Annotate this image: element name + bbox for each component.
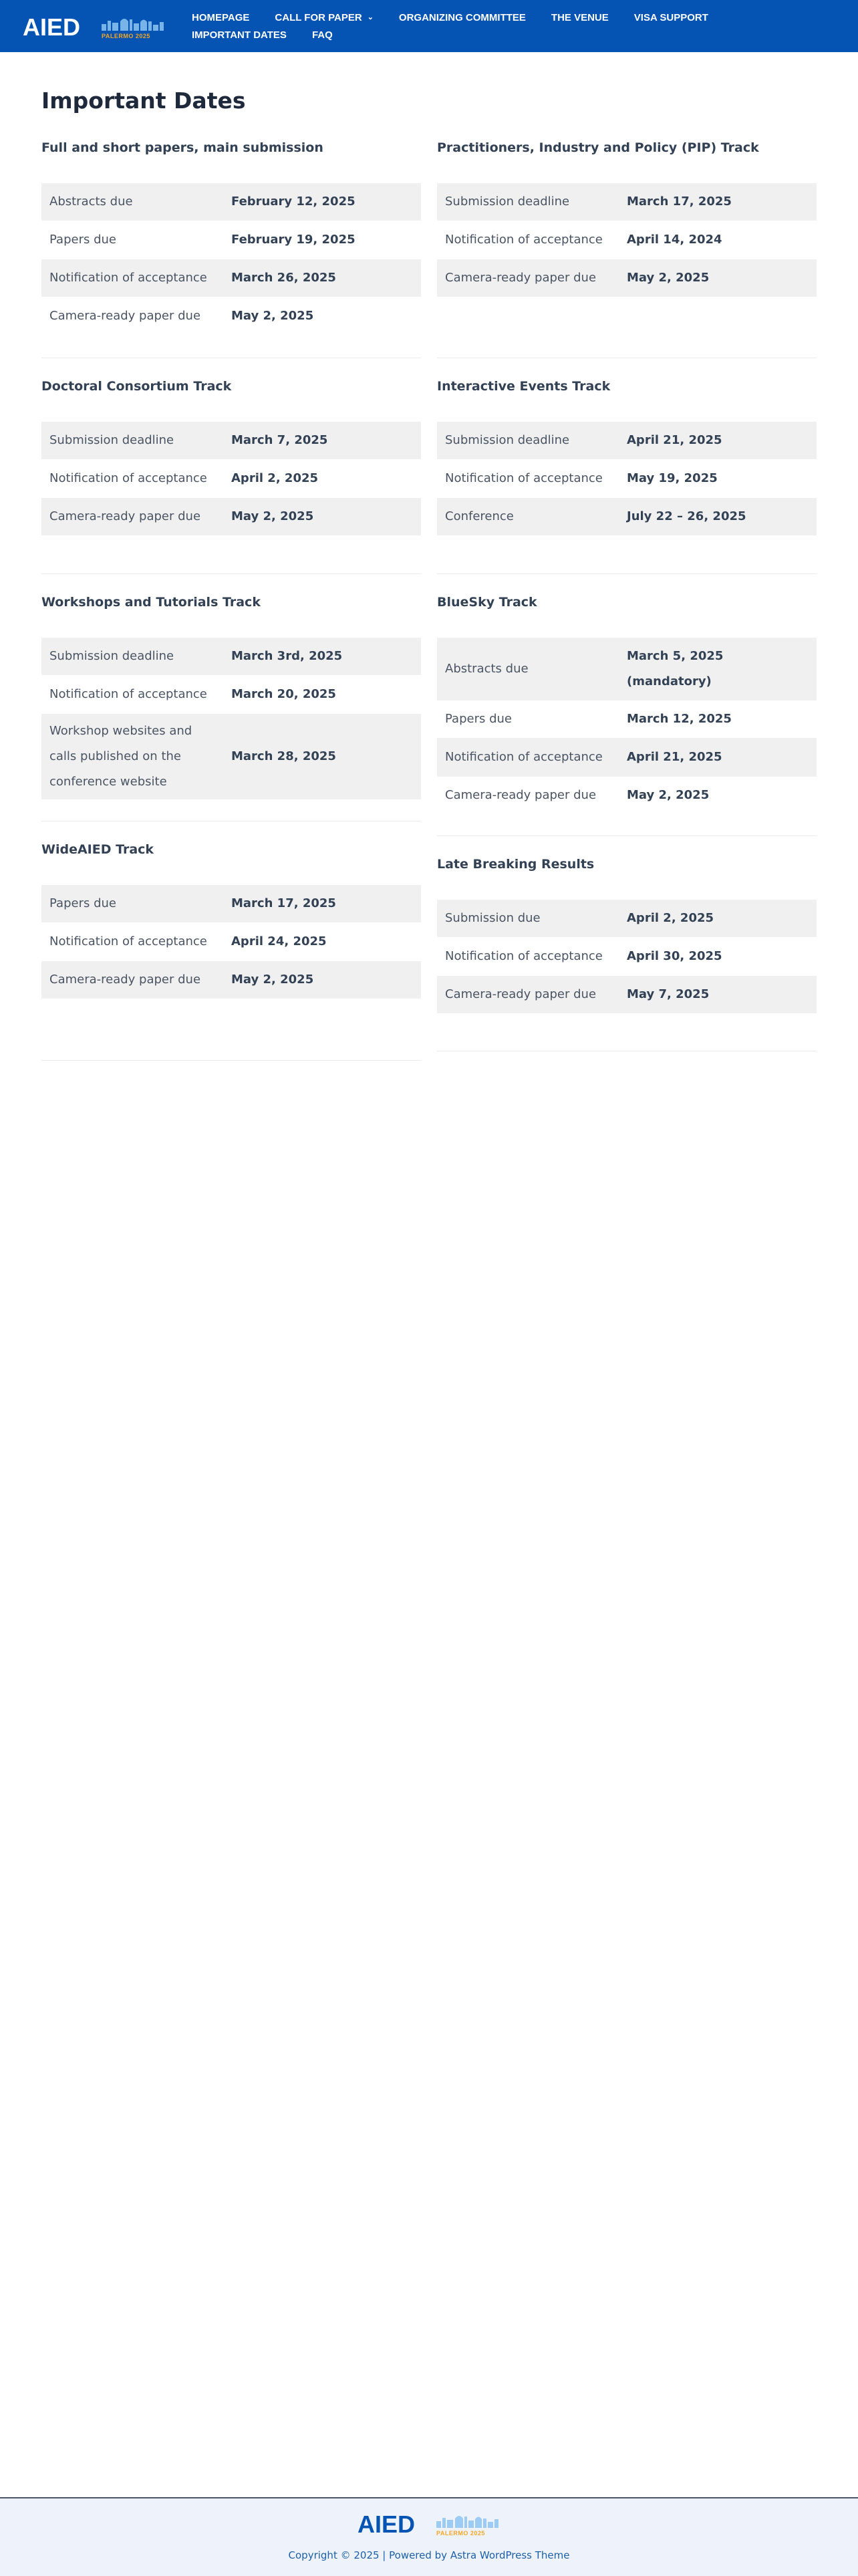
nav-organizing-committee[interactable] [399,9,526,27]
copyright-text: Copyright © 2025 | Powered by [288,2549,450,2561]
table-row [437,777,817,814]
dates-table [41,422,421,535]
row-value: April 21, 2025 [627,750,722,764]
row-value: March 3rd, 2025 [231,649,343,663]
section-title: Practitioners, Industry and Policy (PIP) Track [437,140,759,155]
section-title: BlueSky Track [437,595,537,610]
main-nav [192,9,833,44]
table-row [41,259,421,297]
svg-text:AIED: AIED [23,13,81,40]
row-value: May 2, 2025 [627,271,710,285]
row-value: March 12, 2025 [627,712,732,726]
section-doctoral-consortium [41,378,421,523]
row-value: March 7, 2025 [231,433,328,447]
table-row [437,638,817,700]
row-label: Notification of acceptance [445,750,603,764]
section-divider [437,573,817,574]
row-label: Camera-ready paper due [445,788,597,802]
site-header [0,0,858,52]
dates-table [41,885,421,999]
row-label: Camera-ready paper due [49,973,201,987]
nav-homepage[interactable] [192,9,249,27]
table-row [437,700,817,738]
svg-text:AIED: AIED [358,2510,416,2537]
astra-theme-link[interactable]: Astra WordPress Theme [450,2549,570,2561]
table-row [41,714,421,799]
section-workshops-tutorials [41,594,421,789]
table-row [437,459,817,498]
table-row [437,738,817,777]
nav-homepage-label: HOMEPAGE [192,12,250,23]
section-divider [437,835,817,836]
row-label: Camera-ready paper due [49,309,201,323]
section-pip-track [437,139,817,285]
row-value: May 2, 2025 [231,973,314,987]
row-label: Camera-ready paper due [49,509,201,523]
row-value: April 24, 2025 [231,934,327,948]
row-value: April 30, 2025 [627,949,722,963]
section-interactive-events [437,378,817,523]
row-value: April 21, 2025 [627,433,722,447]
aied-footer-logo-graphic [358,2510,500,2537]
table-row [41,675,421,714]
dates-table [437,183,817,297]
row-label: Conference [445,509,514,523]
table-row [41,183,421,221]
svg-text:PALERMO 2025: PALERMO 2025 [102,33,150,39]
section-main-submission [41,139,421,323]
aied-logo-graphic [23,13,167,40]
table-row [41,422,421,459]
nav-call-for-paper-label: CALL FOR PAPER [275,12,362,23]
row-value: April 14, 2024 [627,233,722,247]
row-value: May 7, 2025 [627,987,710,1001]
section-title: WideAIED Track [41,842,154,857]
nav-faq-label: FAQ [311,29,333,41]
section-title: Workshops and Tutorials Track [41,595,261,610]
row-value: March 26, 2025 [231,271,336,285]
row-label: Submission deadline [445,195,570,209]
nav-the-venue-label: THE VENUE [551,12,609,23]
row-label: Papers due [49,233,116,247]
footer-copyright [0,2549,858,2561]
row-label: Abstracts due [49,195,133,209]
section-title: Full and short papers, main submission [41,140,323,155]
row-value: March 5, 2025 (mandatory) [627,649,724,688]
table-row [41,498,421,535]
row-label: Notification of acceptance [445,233,603,247]
row-label: Workshop websites and calls published on the conference website [49,724,192,789]
nav-faq[interactable] [312,27,333,44]
site-logo[interactable] [23,13,167,40]
row-value: March 17, 2025 [627,195,732,209]
dates-table [437,638,817,814]
site-footer [0,2497,858,2576]
nav-important-dates-label: IMPORTANT DATES [192,29,287,41]
row-value: July 22 – 26, 2025 [627,509,746,523]
footer-logo[interactable] [358,2510,500,2537]
row-value: April 2, 2025 [627,911,714,925]
nav-visa-support-label: VISA SUPPORT [633,12,708,23]
dates-table [41,183,421,336]
table-row [41,221,421,259]
section-title: Late Breaking Results [437,857,595,872]
section-late-breaking [437,856,817,1001]
table-row [41,638,421,675]
section-title: Doctoral Consortium Track [41,379,232,394]
dates-table [437,900,817,1013]
row-value: March 28, 2025 [231,749,336,763]
table-row [41,885,421,922]
row-value: March 17, 2025 [231,896,336,910]
nav-organizing-committee-label: ORGANIZING COMMITTEE [398,12,526,23]
table-row [437,183,817,221]
svg-text:PALERMO 2025: PALERMO 2025 [436,2530,485,2537]
table-row [437,937,817,976]
table-row [41,297,421,336]
row-label: Submission deadline [445,433,570,447]
row-label: Submission due [445,911,541,925]
row-label: Notification of acceptance [49,934,207,948]
row-value: February 12, 2025 [231,195,355,209]
row-label: Papers due [445,712,512,726]
row-value: April 2, 2025 [231,471,319,485]
row-label: Camera-ready paper due [445,987,597,1001]
table-row [437,259,817,297]
row-label: Notification of acceptance [49,471,207,485]
row-value: May 2, 2025 [627,788,710,802]
nav-important-dates[interactable] [192,27,287,44]
row-label: Notification of acceptance [49,687,207,701]
page-title: Important Dates [41,88,246,114]
section-wideaied [41,841,421,987]
row-value: March 20, 2025 [231,687,336,701]
nav-call-for-paper[interactable] [275,9,374,27]
row-value: May 2, 2025 [231,309,314,323]
table-row [437,498,817,535]
table-row [437,221,817,259]
table-row [437,976,817,1013]
nav-the-venue[interactable] [551,9,609,27]
section-divider [41,1060,421,1061]
chevron-down-icon[interactable]: ⌄ [367,13,374,21]
row-label: Submission deadline [49,433,174,447]
section-bluesky [437,594,817,802]
row-label: Notification of acceptance [49,271,207,285]
row-label: Camera-ready paper due [445,271,597,285]
table-row [437,422,817,459]
row-label: Papers due [49,896,116,910]
table-row [41,922,421,961]
row-value: May 2, 2025 [231,509,314,523]
section-divider [41,573,421,574]
row-value: February 19, 2025 [231,233,355,247]
row-label: Notification of acceptance [445,949,603,963]
row-label: Notification of acceptance [445,471,603,485]
dates-table [437,422,817,535]
table-row [437,900,817,937]
table-row [41,459,421,498]
nav-visa-support[interactable] [634,9,708,27]
table-row [41,961,421,999]
row-value: May 19, 2025 [627,471,718,485]
row-label: Abstracts due [445,662,529,676]
section-title: Interactive Events Track [437,379,611,394]
dates-table [41,638,421,799]
row-label: Submission deadline [49,649,174,663]
